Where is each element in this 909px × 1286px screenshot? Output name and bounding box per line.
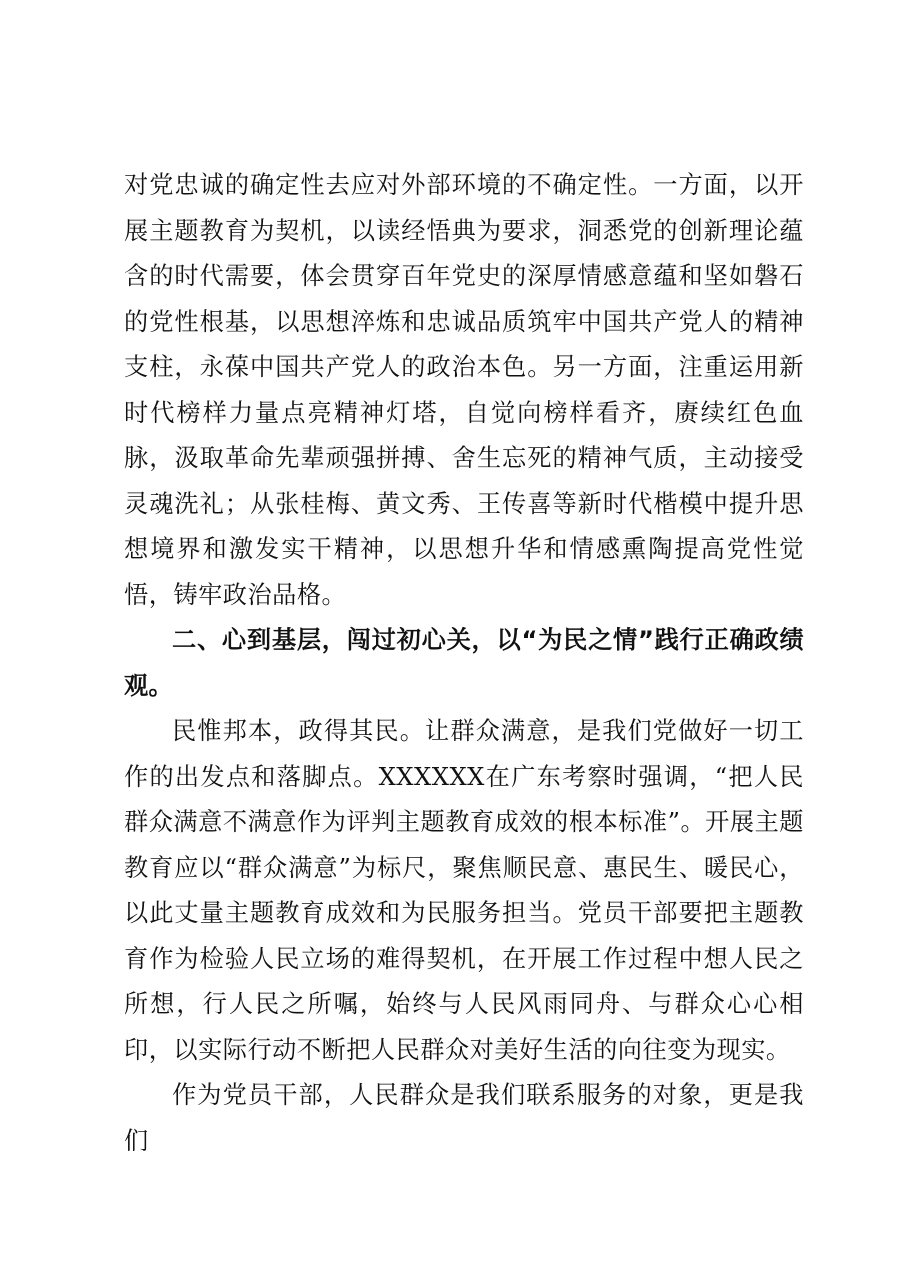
paragraph-continuation: 对党忠诚的确定性去应对外部环境的不确定性。一方面，以开展主题教育为契机，以读经悟典为要求，洞悉党的创新理论蕴含的时代需要，体会贯穿百年党史的深厚情感意蕴和坚如磐石的党性根基，以思想淬炼和忠诚品质筑牢中国共产党人的精神支柱，永葆中国共产党人的政治本色。另一方面，注重运用新时代榜样力量点亮精神灯塔，自觉向榜样看齐，赓续红色血脉，汲取革命先辈顽强拼搏、舍生忘死的精神气质，主动接受灵魂洗礼；从张桂梅、黄文秀、王传喜等新时代楷模中提升思想境界和激发实干精神，以思想升华和情感熏陶提高党性觉悟，铸牢政治品格。 [124,171,804,609]
paragraph-people-satisfaction: 民惟邦本，政得其民。让群众满意，是我们党做好一切工作的出发点和落脚点。XXXXXX在广东考察时强调，“把人民群众满意不满意作为评判主题教育成效的根本标准”。开展主题教育应以“群众满意”为标尺，聚焦顺民意、惠民生、暖民心，以此丈量主题教育成效和为民服务担当。党员干部要把主题教育作为检验人民立场的难得契机，在开展工作过程中想人民之所想，行人民之所嘱，始终与人民风雨同舟、与群众心心相印，以实际行动不断把人民群众对美好生活的向往变为现实。 [124,717,804,1064]
section-heading: 二、心到基层，闯过初心关，以“为民之情”践行正确政绩观。 [124,626,804,700]
paragraph-cadre-role: 作为党员干部，人民群众是我们联系服务的对象，更是我们 [124,1081,804,1155]
document-body [124,163,804,1164]
